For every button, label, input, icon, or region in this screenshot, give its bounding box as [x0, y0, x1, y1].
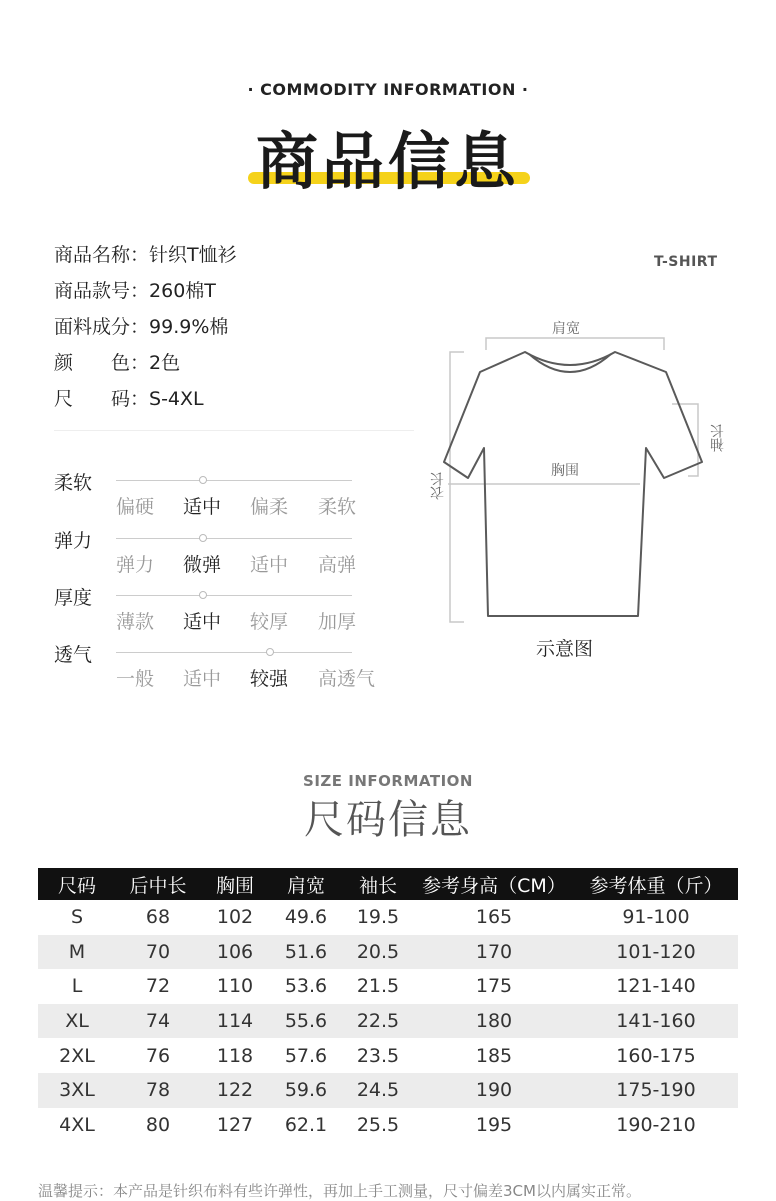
spec-row-name: 商品名称：针织T恤衫: [54, 244, 237, 266]
table-cell: S: [70, 906, 84, 929]
table-cell: XL: [38, 1004, 116, 1039]
size-eyebrow: SIZE INFORMATION: [303, 772, 473, 790]
scale-line: [116, 538, 352, 539]
table-cell: 190-210: [616, 1113, 696, 1136]
scale-line: [116, 480, 352, 481]
header-shoulder: 肩宽: [270, 868, 342, 900]
scale-option: 适中: [183, 611, 222, 633]
table-cell: M: [38, 935, 116, 970]
attribute-label: 柔软: [54, 472, 93, 494]
header-size: 尺码: [38, 868, 116, 900]
table-cell: 190: [414, 1073, 574, 1108]
scale-option: 高弹: [318, 554, 357, 576]
header-height: 参考身高（CM）: [414, 868, 574, 900]
header-length: 后中长: [116, 868, 200, 900]
size-note: 温馨提示：本产品是针织布料有些许弹性，再加上手工测量，尺寸偏差3CM以内属实正常。: [38, 1182, 641, 1200]
attribute-label: 弹力: [54, 530, 93, 552]
scale-option: 微弹: [183, 554, 222, 576]
table-cell: 160-175: [616, 1044, 696, 1067]
table-cell: 106: [200, 935, 270, 970]
table-cell: 101-120: [574, 935, 738, 970]
table-cell: 21.5: [356, 975, 400, 998]
title-block: [0, 112, 776, 198]
table-cell: 2XL: [59, 1044, 95, 1067]
divider: [54, 430, 414, 431]
scale-option: 适中: [183, 668, 222, 690]
table-cell: 19.5: [356, 906, 400, 929]
table-cell: 76: [145, 1044, 171, 1067]
sleeve-label: 袖长: [710, 424, 726, 452]
scale-marker: [266, 648, 274, 656]
table-cell: 4XL: [59, 1113, 95, 1136]
header-weight: 参考体重（斤）: [574, 868, 738, 900]
scale-option: 较强: [250, 668, 289, 690]
table-cell: 170: [414, 935, 574, 970]
size-table-header: [38, 868, 738, 900]
scale-option: 柔软: [318, 496, 357, 518]
table-cell: 53.6: [284, 975, 328, 998]
attribute-label: 透气: [54, 644, 93, 666]
size-table: [38, 868, 738, 1142]
length-label: 衣长: [430, 472, 446, 500]
table-cell: 102: [216, 906, 254, 929]
table-cell: 20.5: [342, 935, 414, 970]
table-cell: 23.5: [356, 1044, 400, 1067]
header-chest: 胸围: [200, 868, 270, 900]
spec-row-style: 商品款号：260棉T: [54, 280, 216, 302]
table-row: [38, 900, 738, 935]
table-cell: 175-190: [574, 1073, 738, 1108]
table-cell: 122: [200, 1073, 270, 1108]
table-cell: 62.1: [284, 1113, 328, 1136]
scale-option: 薄款: [116, 611, 155, 633]
table-row: [38, 969, 738, 1004]
table-cell: 55.6: [270, 1004, 342, 1039]
shoulder-label: 肩宽: [552, 321, 580, 337]
table-cell: 74: [116, 1004, 200, 1039]
scale-marker: [199, 591, 207, 599]
scale-marker: [199, 534, 207, 542]
spec-row-color: 颜 色：2色: [54, 352, 181, 374]
table-cell: 180: [414, 1004, 574, 1039]
table-cell: 118: [216, 1044, 254, 1067]
scale-option: 高透气: [318, 668, 376, 690]
table-row: [38, 1108, 738, 1143]
table-cell: 127: [216, 1113, 254, 1136]
table-cell: 91-100: [622, 906, 690, 929]
table-cell: 185: [475, 1044, 513, 1067]
scale-option: 较厚: [250, 611, 289, 633]
scale-line: [116, 652, 352, 653]
scale-option: 适中: [250, 554, 289, 576]
table-cell: 78: [116, 1073, 200, 1108]
spec-row-fabric: 面料成分：99.9%棉: [54, 316, 229, 338]
table-cell: 195: [475, 1113, 513, 1136]
scale-option: 弹力: [116, 554, 155, 576]
table-cell: 51.6: [270, 935, 342, 970]
scale-option: 加厚: [318, 611, 357, 633]
table-cell: 68: [145, 906, 171, 929]
table-cell: 49.6: [284, 906, 328, 929]
scale-option: 适中: [183, 496, 222, 518]
table-cell: 70: [116, 935, 200, 970]
scale-option: 偏硬: [116, 496, 155, 518]
table-cell: 80: [145, 1113, 171, 1136]
scale-marker: [199, 476, 207, 484]
header-sleeve: 袖长: [342, 868, 414, 900]
table-cell: L: [71, 975, 83, 998]
table-row: [38, 1004, 738, 1039]
table-cell: 25.5: [356, 1113, 400, 1136]
table-row: [38, 1073, 738, 1108]
table-cell: 114: [200, 1004, 270, 1039]
table-cell: 121-140: [616, 975, 696, 998]
scale-option: 偏柔: [250, 496, 289, 518]
attribute-label: 厚度: [54, 587, 93, 609]
table-row: [38, 935, 738, 970]
table-cell: 22.5: [342, 1004, 414, 1039]
spec-row-size: 尺 码：S-4XL: [54, 388, 204, 410]
scale-line: [116, 595, 352, 596]
scale-option: 一般: [116, 668, 155, 690]
table-cell: 57.6: [284, 1044, 328, 1067]
table-cell: 59.6: [270, 1073, 342, 1108]
section-eyebrow: · COMMODITY INFORMATION ·: [247, 80, 529, 99]
chest-label: 胸围: [551, 463, 579, 479]
table-cell: 3XL: [38, 1073, 116, 1108]
page-title: 商品信息: [255, 125, 520, 198]
tshirt-tag: T-SHIRT: [654, 254, 718, 270]
table-cell: 24.5: [342, 1073, 414, 1108]
table-cell: 72: [145, 975, 171, 998]
table-cell: 141-160: [574, 1004, 738, 1039]
table-cell: 110: [216, 975, 254, 998]
diagram-caption: 示意图: [536, 638, 594, 660]
table-cell: 165: [475, 906, 513, 929]
table-cell: 175: [475, 975, 513, 998]
size-title: 尺码信息: [304, 797, 472, 843]
table-row: [38, 1038, 738, 1073]
